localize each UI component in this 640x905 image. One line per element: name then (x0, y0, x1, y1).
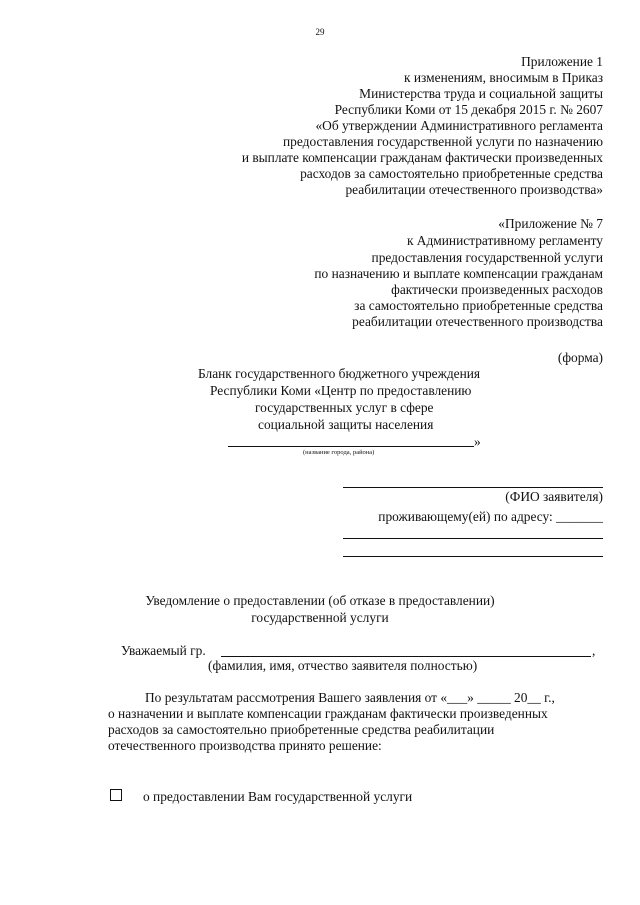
option-label: о предоставлении Вам государственной услуги (143, 789, 413, 804)
appendix-7-line: «Приложение № 7 (498, 216, 603, 231)
appendix-7-line: к Административному регламенту (406, 233, 603, 248)
option-checkbox[interactable] (110, 789, 122, 801)
fio-underline (343, 487, 603, 488)
notice-title-line-1: Уведомление о предоставлении (об отказе в предоставлении) (145, 593, 495, 608)
body-line: о назначении и выплате компенсации гражданам фактически произведенных (108, 706, 548, 721)
fio-label: (ФИО заявителя) (505, 489, 603, 504)
greeting-name-underline (221, 656, 591, 657)
address-line-1 (343, 538, 603, 539)
appendix-1-line: к изменениям, вносимым в Приказ (404, 70, 603, 85)
appendix-1-line: расходов за самостоятельно приобретенные средства (300, 166, 603, 181)
appendix-7-line: предоставления государственной услуги (371, 250, 603, 265)
appendix-1-line: предоставления государственной услуги по назначению (283, 134, 603, 149)
body-line: расходов за самостоятельно приобретенные средства реабилитации (108, 722, 495, 737)
appendix-1-line: Приложение 1 (521, 54, 603, 69)
appendix-1-line: Республики Коми от 15 декабря 2015 г. № 2607 (334, 102, 603, 117)
address-label: проживающему(ей) по адресу: _______ (378, 509, 603, 524)
appendix-1-line: и выплате компенсации гражданам фактически произведенных (241, 150, 603, 165)
body-line: По результатам рассмотрения Вашего заявления от «___» _____ 20__ г., (145, 690, 555, 705)
greeting-prefix: Уважаемый гр. (121, 643, 206, 658)
greeting-caption: (фамилия, имя, отчество заявителя полностью) (208, 658, 478, 673)
institution-line: социальной защиты населения (258, 417, 434, 432)
appendix-1-line: реабилитации отечественного производства» (345, 182, 603, 197)
address-line-2 (343, 556, 603, 557)
appendix-7-line: по назначению и выплате компенсации гражданам (314, 266, 603, 281)
institution-line: государственных услуг в сфере (255, 400, 434, 415)
institution-line: Республики Коми «Центр по предоставлению (210, 383, 472, 398)
appendix-7-line: за самостоятельно приобретенные средства (354, 298, 603, 313)
city-caption: (название города, района) (303, 449, 375, 456)
appendix-7-line: фактически произведенных расходов (391, 282, 603, 297)
city-underline (228, 446, 474, 447)
institution-line: Бланк государственного бюджетного учреждения (198, 366, 481, 381)
greeting-suffix: , (592, 643, 596, 658)
notice-title-line-2: государственной услуги (251, 610, 389, 625)
appendix-1-line: «Об утверждении Административного регламента (315, 118, 603, 133)
appendix-1-line: Министерства труда и социальной защиты (359, 86, 603, 101)
closing-quote: » (474, 434, 481, 449)
appendix-7-line: реабилитации отечественного производства (352, 314, 603, 329)
page-number: 29 (315, 27, 325, 37)
form-label: (форма) (557, 350, 603, 365)
body-line: отечественного производства принято решение: (108, 738, 382, 753)
